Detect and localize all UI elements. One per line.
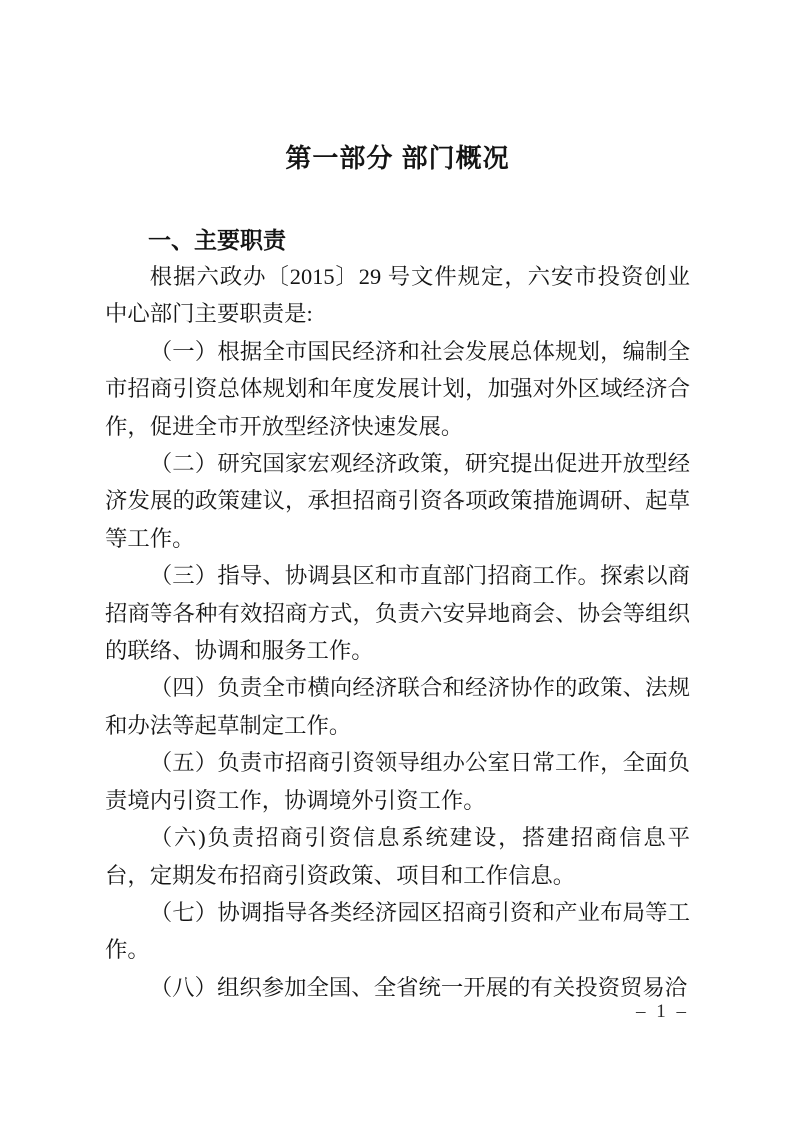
paragraph-item-2: （二）研究国家宏观经济政策，研究提出促进开放型经济发展的政策建议，承担招商引资各项政策措施调研、起草等工作。 [105, 451, 690, 551]
paragraph-item-8: （八）组织参加全国、全省统一开展的有关投资贸易洽 [149, 974, 688, 1000]
paragraph-item-5: （五）负责市招商引资领导组办公室日常工作，全面负责境内引资工作，协调境外引资工作。 [105, 750, 690, 813]
document-body [105, 258, 690, 1006]
paragraph-item-3: （三）指导、协调县区和市直部门招商工作。探索以商招商等各种有效招商方式，负责六安异地商会、协会等组织的联络、协调和服务工作。 [105, 563, 690, 664]
paragraph-item-6: （六)负责招商引资信息系统建设，搭建招商信息平台，定期发布招商引资政策、项目和工作信息。 [105, 825, 690, 888]
page-number: – 1 – [636, 1001, 689, 1022]
paragraph-item-4: （四）负责全市横向经济联合和经济协作的政策、法规和办法等起草制定工作。 [105, 675, 690, 738]
paragraph-item-7: （七）协调指导各类经济园区招商引资和产业布局等工作。 [105, 899, 690, 963]
paragraph-item-1: （一）根据全市国民经济和社会发展总体规划，编制全市招商引资总体规划和年度发展计划，加强对外区域经济合作，促进全市开放型经济快速发展。 [105, 338, 690, 439]
paragraph-intro: 根据六政办〔2015〕29 号文件规定，六安市投资创业中心部门主要职责是: [105, 264, 690, 327]
section-heading-main-duties: 一、主要职责 [148, 227, 286, 253]
document-title: 第一部分 部门概况 [285, 143, 510, 173]
